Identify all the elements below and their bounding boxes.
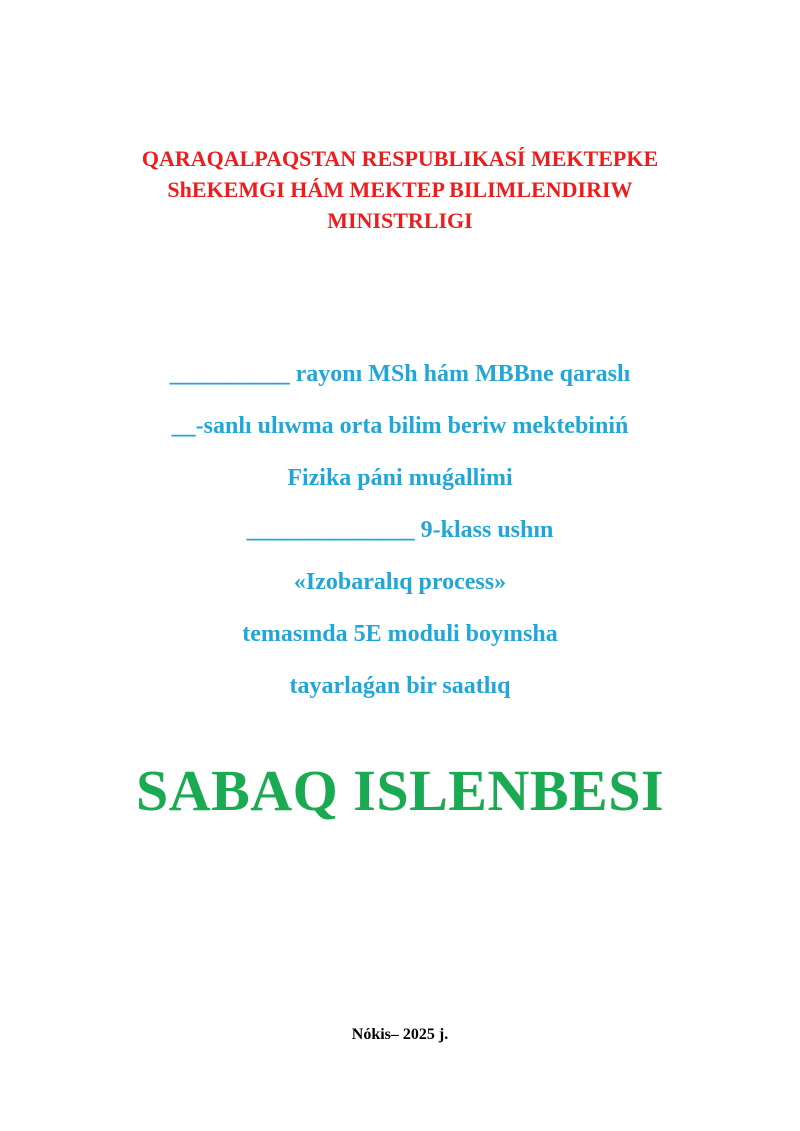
ministry-header [0, 143, 800, 236]
document-title: SABAQ ISLENBESI [135, 758, 665, 823]
school-line: __-sanlı ulıwma orta bilim beriw mektebiniń [171, 413, 629, 439]
teacher-line: Fizika páni muǵallimi [287, 465, 513, 491]
class-line: ______________ 9-klass ushın [246, 517, 554, 543]
district-line: __________ rayonı MSh hám MBBne qaraslı [169, 361, 631, 387]
place-year-footer: Nókis– 2025 j. [351, 1026, 449, 1043]
lesson-details [0, 348, 800, 712]
ministry-line: ShEKEMGI HÁM MEKTEP BILIMLENDIRIW [167, 177, 633, 202]
duration-line: tayarlaǵan bir saatlıq [289, 673, 511, 699]
topic-line: «Izobaralıq process» [293, 569, 507, 595]
ministry-line: MINISTRLIGI [327, 208, 473, 233]
ministry-line: QARAQALPAQSTAN RESPUBLIKASÍ MEKTEPKE [141, 146, 659, 171]
module-line: temasında 5E moduli boyınsha [242, 621, 558, 647]
